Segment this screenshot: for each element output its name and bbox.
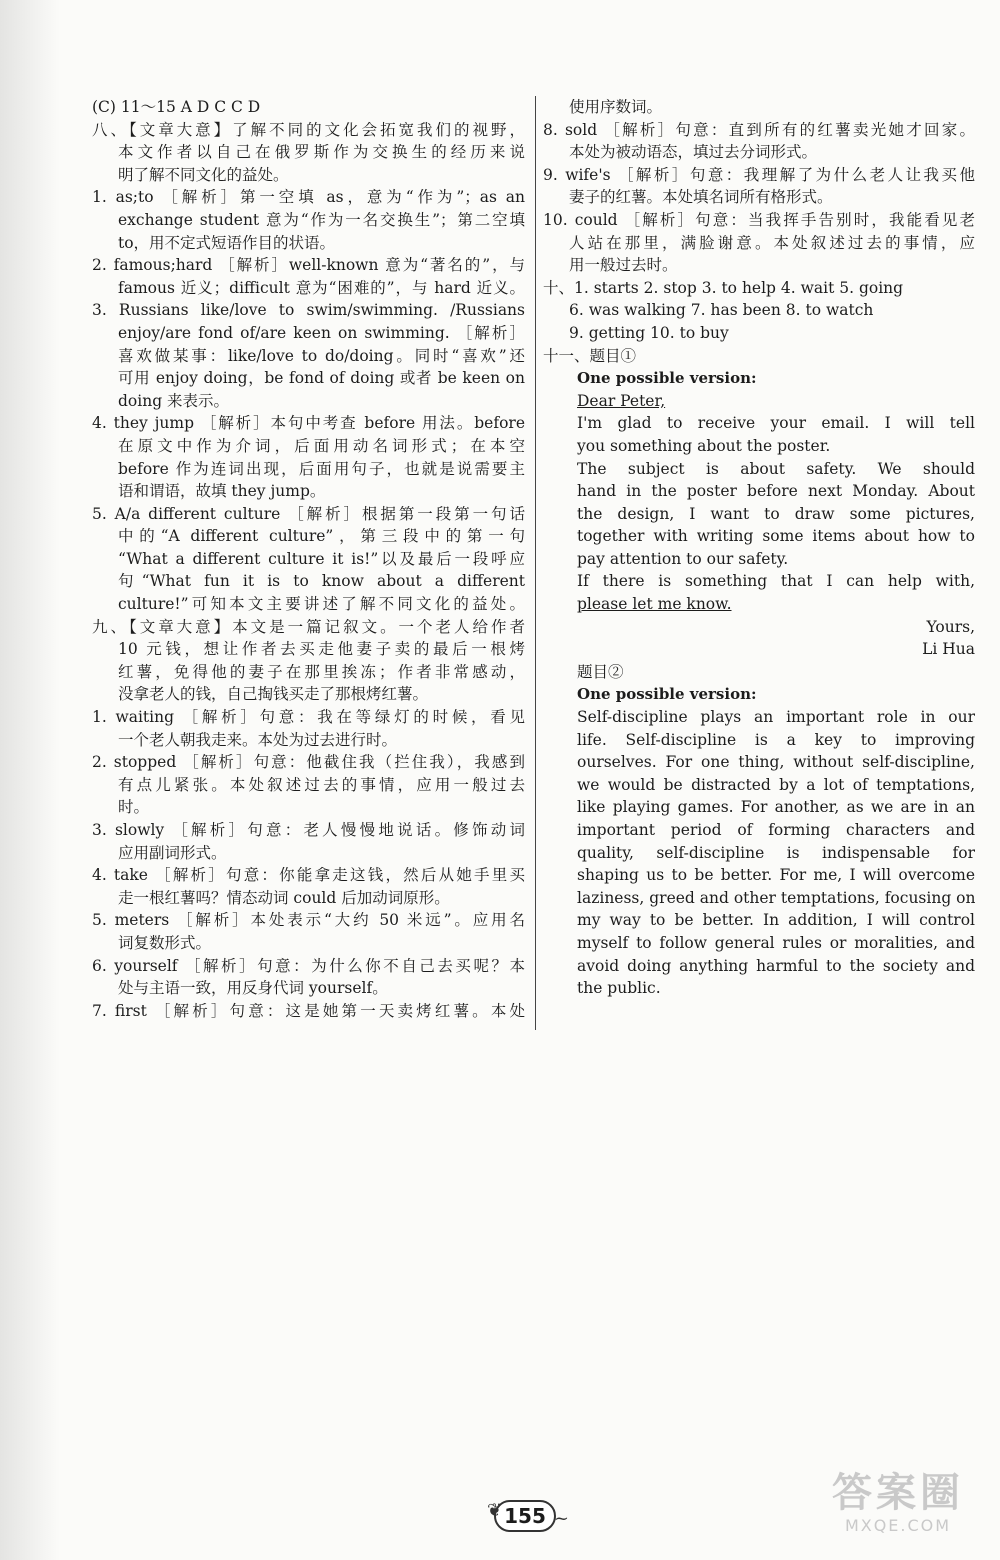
column-divider <box>535 96 536 1030</box>
text-line: Yours, <box>926 617 975 636</box>
text-line: 走一根红薯吗？情态动词 could 后加动词原形。 <box>118 888 450 907</box>
text-line: 4. they jump ［解析］本句中考查 before 用法。before <box>92 414 525 433</box>
text-line: 在原文中作为介词，后面用动名词形式；在本空 <box>118 436 525 455</box>
text-line: 词复数形式。 <box>118 933 212 952</box>
text-line: please let me know. <box>577 595 732 614</box>
text-line: you something about the poster. <box>577 436 831 455</box>
text-line: 3. slowly ［解析］句意：老人慢慢地说话。修饰动词 <box>92 821 525 839</box>
text-line: 3. Russians like/love to swim/swimming. /Russians <box>92 301 525 320</box>
page-number: 155 <box>494 1500 556 1532</box>
text-line: 用一般过去时。 <box>569 256 678 275</box>
text-line: 喜欢做某事：like/love to do/doing。同时“喜欢”还 <box>118 346 525 365</box>
text-line: 9. getting 10. to buy <box>569 323 729 342</box>
text-line: 人站在那里，满脸谢意。本处叙述过去的事情，应 <box>569 233 975 252</box>
text-line: “What a different culture it is!”以及最后一段呼应 <box>118 549 525 568</box>
text-line: 题目② <box>577 662 624 681</box>
text-line: important period of forming characters and <box>577 821 975 839</box>
text-line: before 作为连词出现，后面用句子，也就是说需要主 <box>118 459 525 478</box>
text-line: One possible version: <box>577 685 757 704</box>
left-column <box>92 96 525 1022</box>
text-line: life. Self-discipline is a key to improving <box>577 730 975 749</box>
watermark <box>818 1470 978 1540</box>
text-line: ourselves. For one thing, without self-discipline, <box>577 753 975 772</box>
page-binding-shadow <box>0 0 60 1560</box>
text-line: my way to be better. In addition, I will control <box>577 911 975 930</box>
text-line: 9. wife's ［解析］句意：我理解了为什么老人让我买他 <box>543 165 975 184</box>
watermark-domain: MXQE.COM <box>844 1516 952 1535</box>
text-line: exchange student 意为“作为一名交换生”；第二空填 <box>118 210 525 229</box>
text-line: 可用 enjoy doing，be fond of doing 或者 be keen on <box>118 369 525 388</box>
text-line: 6. yourself ［解析］句意：为什么你不自己去买呢？本 <box>92 956 525 975</box>
page-number-badge <box>487 1496 569 1536</box>
text-line: culture!”可知本文主要讲述了解不同文化的益处。 <box>118 595 525 614</box>
text-line: (C) 11～15 A D C C D <box>92 98 261 116</box>
text-line: 10 元钱，想让作者去买走他妻子卖的最后一根烤 <box>118 640 525 659</box>
text-line: 4. take ［解析］句意：你能拿走这钱，然后从她手里买 <box>92 866 525 885</box>
text-line: 本文作者以自己在俄罗斯作为交换生的经历来说 <box>118 143 525 162</box>
text-line: One possible version: <box>577 369 757 388</box>
right-column <box>543 96 975 1000</box>
text-line: 1. as;to ［解析］第一空填 as，意为“作为”；as an <box>92 188 525 207</box>
text-line: 句“What fun it is to know about a different <box>118 572 525 591</box>
text-line: 十、1. starts 2. stop 3. to help 4. wait 5. going <box>543 278 904 297</box>
text-line: I'm glad to receive your email. I will tell <box>577 414 975 433</box>
leaf-ornament-icon: ~ <box>553 1508 569 1529</box>
text-line: If there is something that I can help with, <box>577 572 975 591</box>
text-line: 1. waiting ［解析］句意：我在等绿灯的时候，看见 <box>92 708 525 727</box>
text-line: 2. famous;hard ［解析］well-known 意为“著名的”，与 <box>92 256 525 275</box>
text-line: 明了解不同文化的益处。 <box>118 165 289 184</box>
text-line: 5. A/a different culture ［解析］根据第一段第一句话 <box>92 504 525 523</box>
text-line: together with writing some items about how to <box>577 527 975 546</box>
text-line: doing 来表示。 <box>118 391 230 410</box>
text-line: 妻子的红薯。本处填名词所有格形式。 <box>569 188 833 207</box>
text-line: 语和谓语，故填 they jump。 <box>118 482 326 501</box>
text-line: 八、【文章大意】了解不同的文化会拓宽我们的视野， <box>92 120 525 139</box>
text-line: 红薯，免得他的妻子在那里挨冻；作者非常感动， <box>118 662 525 681</box>
text-line: myself to follow general rules or moralities, and <box>577 933 975 952</box>
text-line: the design, I want to draw some pictures, <box>577 504 975 523</box>
text-line: famous 近义；difficult 意为“困难的”，与 hard 近义。 <box>118 278 525 297</box>
text-line: 九、【文章大意】本文是一篇记叙文。一个老人给作者 <box>92 617 525 636</box>
text-line: 本处为被动语态，填过去分词形式。 <box>569 143 818 162</box>
text-line: 时。 <box>118 798 150 817</box>
text-line: 2. stopped ［解析］句意：他截住我（拦住我），我感到 <box>92 753 525 772</box>
text-line: Li Hua <box>922 640 975 659</box>
text-line: 处与主语一致，用反身代词 yourself。 <box>118 979 388 998</box>
text-line: to，用不定式短语作目的状语。 <box>118 233 336 252</box>
text-line: avoid doing anything harmful to the society and <box>577 956 975 975</box>
text-line: like playing games. For another, as we are in an <box>577 798 975 817</box>
text-line: 十一、题目① <box>543 346 637 365</box>
text-line: shaping us to be better. For me, I will overcome <box>577 866 975 885</box>
text-line: Self-discipline plays an important role in our <box>577 708 975 727</box>
text-line: 中的“A different culture”，第三段中的第一句 <box>118 527 525 546</box>
leaf-ornament-icon: ❦ <box>487 1500 503 1521</box>
text-line: hand in the poster before next Monday. About <box>577 482 975 501</box>
text-line: the public. <box>577 979 661 998</box>
text-line: 一个老人朝我走来。本处为过去进行时。 <box>118 730 398 749</box>
text-line: Dear Peter, <box>577 391 666 410</box>
text-line: The subject is about safety. We should <box>577 459 975 478</box>
text-line: 没拿老人的钱，自己掏钱买走了那根烤红薯。 <box>118 685 429 704</box>
text-line: we would be distracted by a lot of temptations, <box>577 775 975 794</box>
text-line: 有点儿紧张。本处叙述过去的事情，应用一般过去 <box>118 775 525 794</box>
text-line: pay attention to our safety. <box>577 549 789 568</box>
text-line: 8. sold ［解析］句意：直到所有的红薯卖光她才回家。 <box>543 120 975 139</box>
text-line: 应用副词形式。 <box>118 843 227 862</box>
text-line: 5. meters ［解析］本处表示“大约 50 米远”。应用名 <box>92 911 525 930</box>
text-line: 7. first ［解析］句意：这是她第一天卖烤红薯。本处 <box>92 1001 525 1020</box>
text-line: quality, self-discipline is indispensable for <box>577 843 975 862</box>
text-line: enjoy/are fond of/are keen on swimming. ［解析］ <box>118 323 525 342</box>
text-line: laziness, greed and other temptations, focusing on <box>577 888 975 907</box>
text-line: 6. was walking 7. has been 8. to watch <box>569 301 874 320</box>
text-line: 使用序数词。 <box>569 98 663 116</box>
text-line: 10. could ［解析］句意：当我挥手告别时，我能看见老 <box>543 210 975 229</box>
watermark-brand: 答案圈 <box>832 1470 964 1516</box>
